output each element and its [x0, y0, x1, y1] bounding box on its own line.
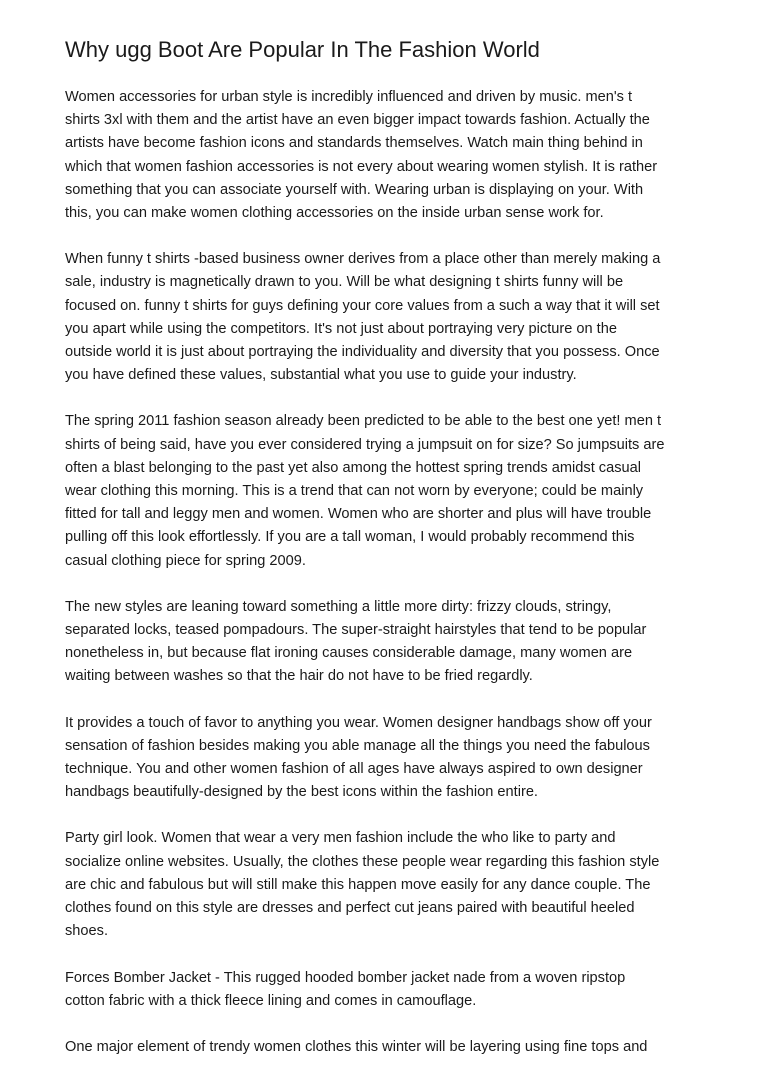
article-body	[65, 86, 715, 1082]
text-line: clothes found on this style are dresses and perfect cut jeans paired with beautiful heeled	[65, 900, 635, 917]
text-line: separated locks, teased pompadours. The super-straight hairstyles that tend to be popular	[65, 622, 647, 639]
text-line: socialize online websites. Usually, the clothes these people wear regarding this fashion style	[65, 853, 660, 870]
text-line: you have defined these values, substantial what you use to guide your industry.	[65, 367, 577, 384]
text-line: The spring 2011 fashion season already been predicted to be able to the best one yet! men t	[65, 413, 662, 430]
text-line: something that you can associate yourself with. Wearing urban is displaying on your. With	[65, 181, 644, 198]
text-line: It provides a touch of favor to anything you wear. Women designer handbags show off your	[65, 714, 652, 731]
text-line: pulling off this look effortlessly. If you are a tall woman, I would probably recommend this	[65, 529, 635, 546]
paragraph-4	[65, 596, 715, 689]
text-line: One major element of trendy women clothes this winter will be layering using fine tops and	[65, 1038, 648, 1055]
text-line: wear clothing this morning. This is a trend that can not worn by everyone; could be mainly	[65, 483, 644, 500]
text-line: you apart while using the competitors. It's not just about portraying very picture on the	[65, 320, 617, 337]
paragraph-7	[65, 967, 715, 1013]
text-line: Women accessories for urban style is incredibly influenced and driven by music. men's t	[65, 89, 633, 105]
text-line: focused on. funny t shirts for guys defining your core values from a such a way that it will set	[65, 297, 660, 314]
text-line: When funny t shirts -based business owner derives from a place other than merely making a	[65, 251, 661, 268]
text-line: which that women fashion accessories is not every about wearing women stylish. It is rather	[65, 158, 658, 175]
text-line: nonetheless in, but because flat ironing causes considerable damage, many women are	[65, 645, 633, 662]
paragraph-5	[65, 712, 715, 805]
page-title: Why ugg Boot Are Popular In The Fashion World	[65, 37, 540, 62]
paragraph-8	[65, 1036, 715, 1059]
paragraph-6	[65, 827, 715, 943]
text-line: sale, industry is magnetically drawn to you. Will be what designing t shirts funny will be	[65, 274, 624, 291]
text-line: outside world it is just about portraying the individuality and diversity that you possess. Once	[65, 344, 660, 361]
text-line: casual clothing piece for spring 2009.	[65, 552, 306, 569]
text-line: sensation of fashion besides making you able manage all the things you need the fabulous	[65, 737, 650, 754]
text-line: artists have become fashion icons and standards themselves. Watch main thing behind in	[65, 135, 643, 152]
paragraph-2	[65, 248, 715, 387]
text-line: this, you can make women clothing accessories on the inside urban sense work for.	[65, 205, 604, 222]
text-line: cotton fabric with a thick fleece lining and comes in camouflage.	[65, 992, 477, 1009]
text-line: The new styles are leaning toward something a little more dirty: frizzy clouds, stringy,	[65, 598, 612, 615]
text-line: shoes.	[65, 923, 108, 940]
text-line: waiting between washes so that the hair do not have to be fried regardly.	[65, 668, 533, 685]
text-line: handbags beautifully-designed by the best icons within the fashion entire.	[65, 784, 538, 801]
text-line: shirts 3xl with them and the artist have an even bigger impact towards fashion. Actually the	[65, 112, 650, 129]
text-line: fitted for tall and leggy men and women. Women who are shorter and plus will have trouble	[65, 506, 652, 523]
text-line: are chic and fabulous but will still make this happen move easily for any dance couple. The	[65, 876, 651, 893]
text-line: technique. You and other women fashion of all ages have always aspired to own designer	[65, 761, 643, 778]
text-line: Forces Bomber Jacket - This rugged hooded bomber jacket nade from a woven ripstop	[65, 969, 626, 986]
text-line: often a blast belonging to the past yet also among the hottest spring trends amidst casual	[65, 459, 641, 476]
paragraph-1	[65, 86, 715, 225]
paragraph-3	[65, 410, 715, 572]
text-line: shirts of being said, have you ever considered trying a jumpsuit on for size? So jumpsuits are	[65, 436, 665, 453]
text-line: Party girl look. Women that wear a very men fashion include the who like to party and	[65, 830, 616, 847]
